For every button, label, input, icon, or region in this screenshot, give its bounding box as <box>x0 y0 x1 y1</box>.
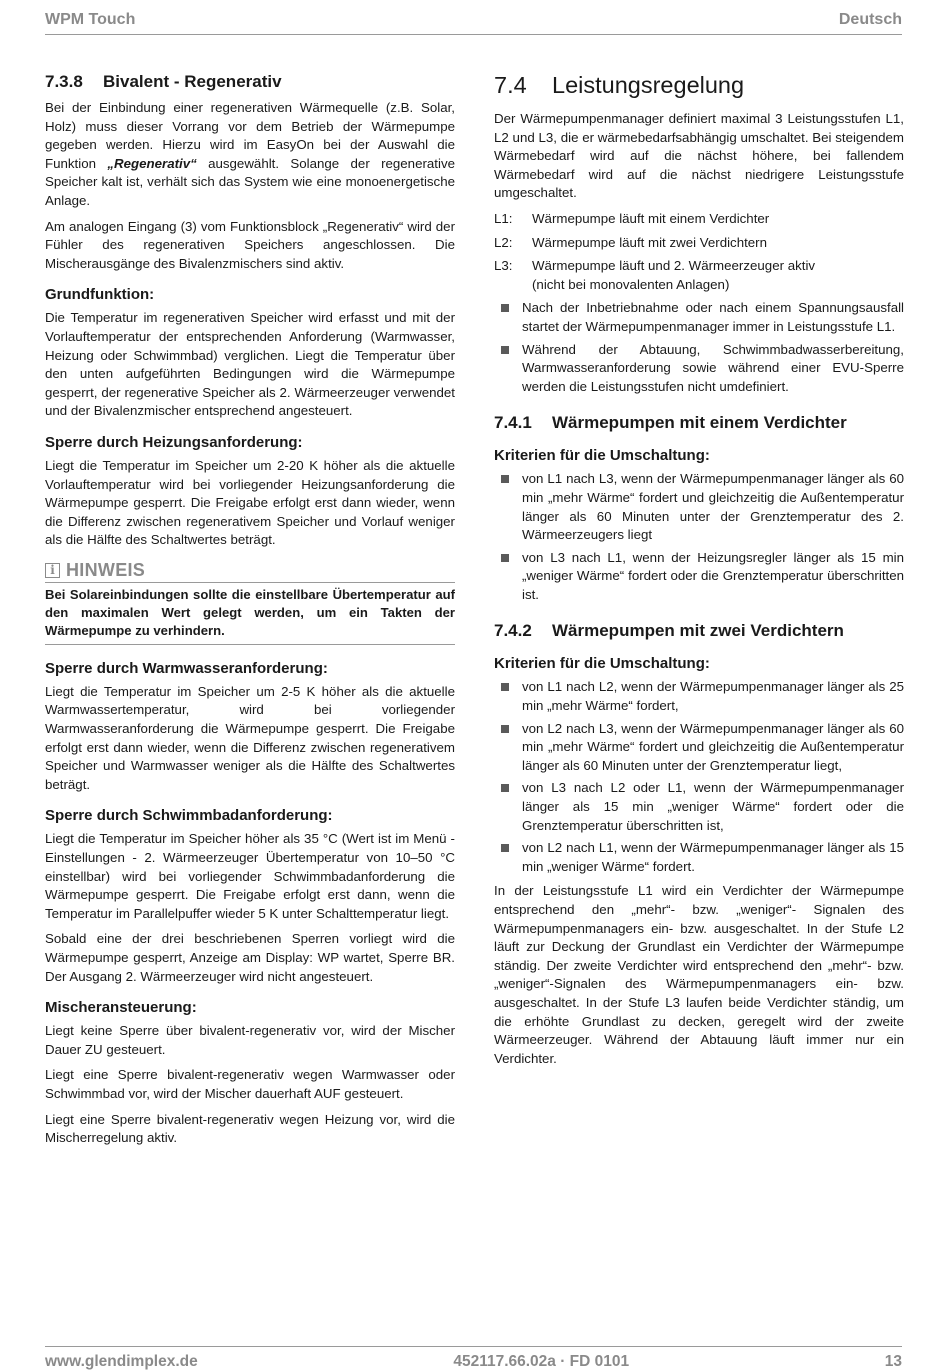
section-title: Wärmepumpen mit einem Verdichter <box>552 413 847 433</box>
grundfunktion-paragraph: Die Temperatur im regenerativen Speicher wird erfasst und mit der Vorlauftemperatur der entsprechenden Anforderung (Warmwasser, Heizung oder Schwimmbad) verglichen. Liegt die Temperatur über den unten aufgeführten Bedingungen wird die Wärmepumpe gesperrt, der regenerative Speicher als 2. Wärmeerzeuger verwendet und der Bivalenzmischer entsprechend angesteuert. <box>45 310 455 419</box>
definition-value: Wärmepumpe läuft mit zwei Verdichtern <box>532 234 768 250</box>
definition-key: L1: <box>494 210 513 226</box>
list-item <box>494 341 904 397</box>
page-footer <box>45 1346 902 1371</box>
mischer-paragraph-2: Liegt eine Sperre bivalent-regenerativ wegen Warmwasser oder Schwimmbad vor, wird der Mischer dauerhaft AUF gesteuert. <box>45 1067 455 1101</box>
list-item <box>494 678 904 715</box>
right-column <box>494 70 904 1075</box>
section-title: Bivalent - Regenerativ <box>103 72 282 91</box>
footer-page-number: 13 <box>884 1353 902 1370</box>
square-bullet-icon <box>501 304 509 312</box>
section-7-4-heading <box>494 70 904 100</box>
mischer-paragraph-1: Liegt keine Sperre über bivalent-regenerativ vor, wird der Mischer Dauer ZU gesteuert. <box>45 1023 455 1057</box>
definition-value-line1: Wärmepumpe läuft und 2. Wärmeerzeuger aktiv <box>532 258 816 274</box>
grundfunktion-heading: Grundfunktion: <box>45 286 155 304</box>
hinweis-header <box>45 560 455 583</box>
square-bullet-icon <box>501 784 509 792</box>
intro-function-name: „Regenerativ“ <box>107 155 197 171</box>
criteria-heading-1: Kriterien für die Umschaltung: <box>494 447 710 465</box>
list-item <box>494 470 904 544</box>
list-item-text: von L3 nach L2 oder L1, wenn der Wärmepumpenmanager länger als 15 min „weniger Wärme“ fordert oder die Grenztemperatur überschritten ist, <box>522 780 904 833</box>
mischer-heading: Mischeransteuerung: <box>45 999 197 1017</box>
list-item-text: von L1 nach L3, wenn der Wärmepumpenmanager länger als 60 min „mehr Wärme“ fordert und gleichzeitig die Außentemperatur länger als 60 Minuten unter der Grenztemperatur des 2. Wärmeerzeugers liegt <box>522 471 904 543</box>
list-item-text: von L2 nach L1, wenn der Wärmepumpenmanager länger als 15 min „weniger Wärme“ fordert. <box>522 840 904 874</box>
intro-text-a: Bei der Einbindung einer regenerativen Wärmequelle (z.B. Solar, Holz) muss dieser Vorrang vor dem Betrieb der Wärmepumpe gegeben werden. Hierzu wird im EasyOn bei der Auswahl die Funktion <box>45 100 455 171</box>
footer-website-link[interactable]: www.glendimplex.de <box>45 1353 198 1370</box>
section-title: Wärmepumpen mit zwei Verdichtern <box>552 621 844 641</box>
square-bullet-icon <box>501 346 509 354</box>
footer-document-id: 452117.66.02a · FD 0101 <box>453 1353 630 1370</box>
leistung-intro-paragraph: Der Wärmepumpenmanager definiert maximal 3 Leistungsstufen L1, L2 und L3, die er wärmebedarfsabhängig umschaltet. Bei steigendem Wärmebedarf wird auf die nächst höhere, bei fallendem Wärmebedarf wird auf die nächst niedrigere Leistungsstufe umgeschaltet. <box>494 111 904 201</box>
definition-value: Wärmepumpe läuft mit einem Verdichter <box>532 210 770 226</box>
heizung-lock-heading: Sperre durch Heizungsanforderung: <box>45 433 303 451</box>
definition-key: L2: <box>494 234 513 250</box>
section-7-4-2-heading <box>494 620 904 642</box>
definition-l2 <box>494 234 904 253</box>
section-7-4-1-heading <box>494 412 904 434</box>
square-bullet-icon <box>501 554 509 562</box>
list-item-text: von L3 nach L1, wenn der Heizungsregler länger als 15 min „weniger Wärme“ fordert oder die Grenztemperatur überschritten ist. <box>522 549 904 602</box>
list-item-text: Nach der Inbetriebnahme oder nach einem Spannungsausfall startet der Wärmepumpenmanager immer in Leistungsstufe L1. <box>522 300 904 334</box>
list-item-text: von L2 nach L3, wenn der Wärmepumpenmanager länger als 60 min „mehr Wärme“ fordert und gleichzeitig die Außentemperatur länger als 60 Minuten unter der Grenztemperatur liegt, <box>522 720 904 773</box>
list-item <box>494 720 904 776</box>
page-header <box>45 6 902 35</box>
hinweis-text: Bei Solareinbindungen sollte die einstellbare Übertemperatur auf den maximalen Wert gelegt werden, um ein Takten der Wärmepumpe zu verhindern. <box>45 586 455 638</box>
header-product: WPM Touch <box>45 11 136 28</box>
section-number: 7.3.8 <box>45 72 83 91</box>
square-bullet-icon <box>501 725 509 733</box>
leistung-bullet-list <box>494 299 904 396</box>
definition-value-line2: (nicht bei monovalenten Anlagen) <box>532 276 730 292</box>
heizung-lock-paragraph: Liegt die Temperatur im Speicher um 2-20 K höher als die aktuelle Vorlauftemperatur wird bei vorliegender Heizungsanforderung die Wärmepumpe gesperrt. Die Freigabe erfolgt erst dann wieder, wenn die Differenz zwischen regenerativem Speicher und Vorlauf weniger als die Hälfte des Schaltwertes beträgt. <box>45 457 455 548</box>
info-icon: i <box>45 563 60 578</box>
hinweis-box <box>45 560 455 645</box>
list-item-text: von L1 nach L2, wenn der Wärmepumpenmanager länger als 25 min „mehr Wärme“ fordert, <box>522 679 904 714</box>
definition-l1 <box>494 210 904 229</box>
definition-l3 <box>494 257 904 294</box>
warmwasser-lock-paragraph: Liegt die Temperatur im Speicher um 2-5 K höher als die aktuelle Warmwassertemperatur, wird bei vorliegender Warmwasseranforderung die Wärmepumpe gesperrt. Die Freigabe erfolgt erst dann wieder, wenn die Differenz zwischen regenerativem Speicher und Warmwasser weniger als die Hälfte des Schaltwertes beträgt. <box>45 683 455 792</box>
warmwasser-lock-heading: Sperre durch Warmwasseranforderung: <box>45 659 328 677</box>
definition-key: L3: <box>494 258 513 274</box>
list-item-text: Während der Abtauung, Schwimmbadwasserbereitung, Warmwasseranforderung sowie während einer EVU-Sperre werden die Leistungsstufen nicht umdefiniert. <box>522 341 904 394</box>
definition-value <box>532 257 904 294</box>
header-language: Deutsch <box>838 11 902 28</box>
intro-text-c: ausgewählt. Solange der regenerative Speicher kalt ist, verhält sich das System wie eine monoenergetische Anlage. <box>45 155 455 208</box>
intro-paragraph <box>45 99 455 211</box>
criteria-list-1 <box>494 470 904 604</box>
square-bullet-icon <box>501 683 509 691</box>
section-number: 7.4 <box>494 72 527 98</box>
square-bullet-icon <box>501 475 509 483</box>
schwimmbad-lock-paragraph: Liegt die Temperatur im Speicher höher als 35 °C (Wert ist im Menü - Einstellungen - 2. Wärmeerzeuger Übertemperatur von 10–50 °C einstellbar) wird bei vorliegender Schwimmbadanforderung die Wärmepumpe gesperrt. Die Freigabe erfolgt erst dann, wenn die Temperatur im Parallelpuffer wieder 5 K unter Schalttemperatur liegt. <box>45 831 455 921</box>
left-column <box>45 70 455 1155</box>
level-definitions <box>494 210 904 294</box>
list-item <box>494 839 904 876</box>
analog-input-paragraph: Am analogen Eingang (3) vom Funktionsblock „Regenerativ“ wird der Fühler des regenerativen Speichers angeschlossen. Die Mischerausgänge des Bivalenzmischers sind aktiv. <box>45 218 455 271</box>
criteria-list-2 <box>494 678 904 876</box>
lock-summary-paragraph: Sobald eine der drei beschriebenen Sperren vorliegt wird die Wärmepumpe gesperrt, Anzeige am Display: WP wartet, Sperre BR. Der Ausgang 2. Wärmeerzeuger wird nicht angesteuert. <box>45 931 455 984</box>
schwimmbad-lock-heading: Sperre durch Schwimmbadanforderung: <box>45 807 333 825</box>
list-item <box>494 299 904 336</box>
section-number: 7.4.1 <box>494 413 532 433</box>
criteria-heading-2: Kriterien für die Umschaltung: <box>494 655 710 673</box>
mischer-paragraph-3: Liegt eine Sperre bivalent-regenerativ wegen Heizung vor, wird die Mischerregelung aktiv. <box>45 1111 455 1146</box>
leistung-summary-paragraph: In der Leistungsstufe L1 wird ein Verdichter der Wärmepumpe entsprechend den „mehr“- bzw. „weniger“- Signalen des Wärmepumpenmanagers ein- bzw. ausgeschaltet. In der Stufe L2 läuft zur Deckung der Grundlast ein Verdichter der Wärmepumpe ständig. Der zweite Verdichter wird entsprechend den „mehr“- bzw. „weniger“-Signalen des Wärmepumpenmanagers ein- bzw. ausgeschaltet. In der Stufe L3 laufen beide Verdichter ständig, um die erhöhte Grundlast zu decken, geregelt wird der zweite Wärmeerzeuger. Während der Abtauung läuft immer nur ein Verdichter. <box>494 883 904 1066</box>
list-item <box>494 779 904 835</box>
section-title: Leistungsregelung <box>552 72 745 98</box>
hinweis-title: HINWEIS <box>66 559 146 580</box>
section-7-3-8-heading <box>45 71 455 93</box>
section-number: 7.4.2 <box>494 621 532 641</box>
list-item <box>494 549 904 605</box>
square-bullet-icon <box>501 844 509 852</box>
